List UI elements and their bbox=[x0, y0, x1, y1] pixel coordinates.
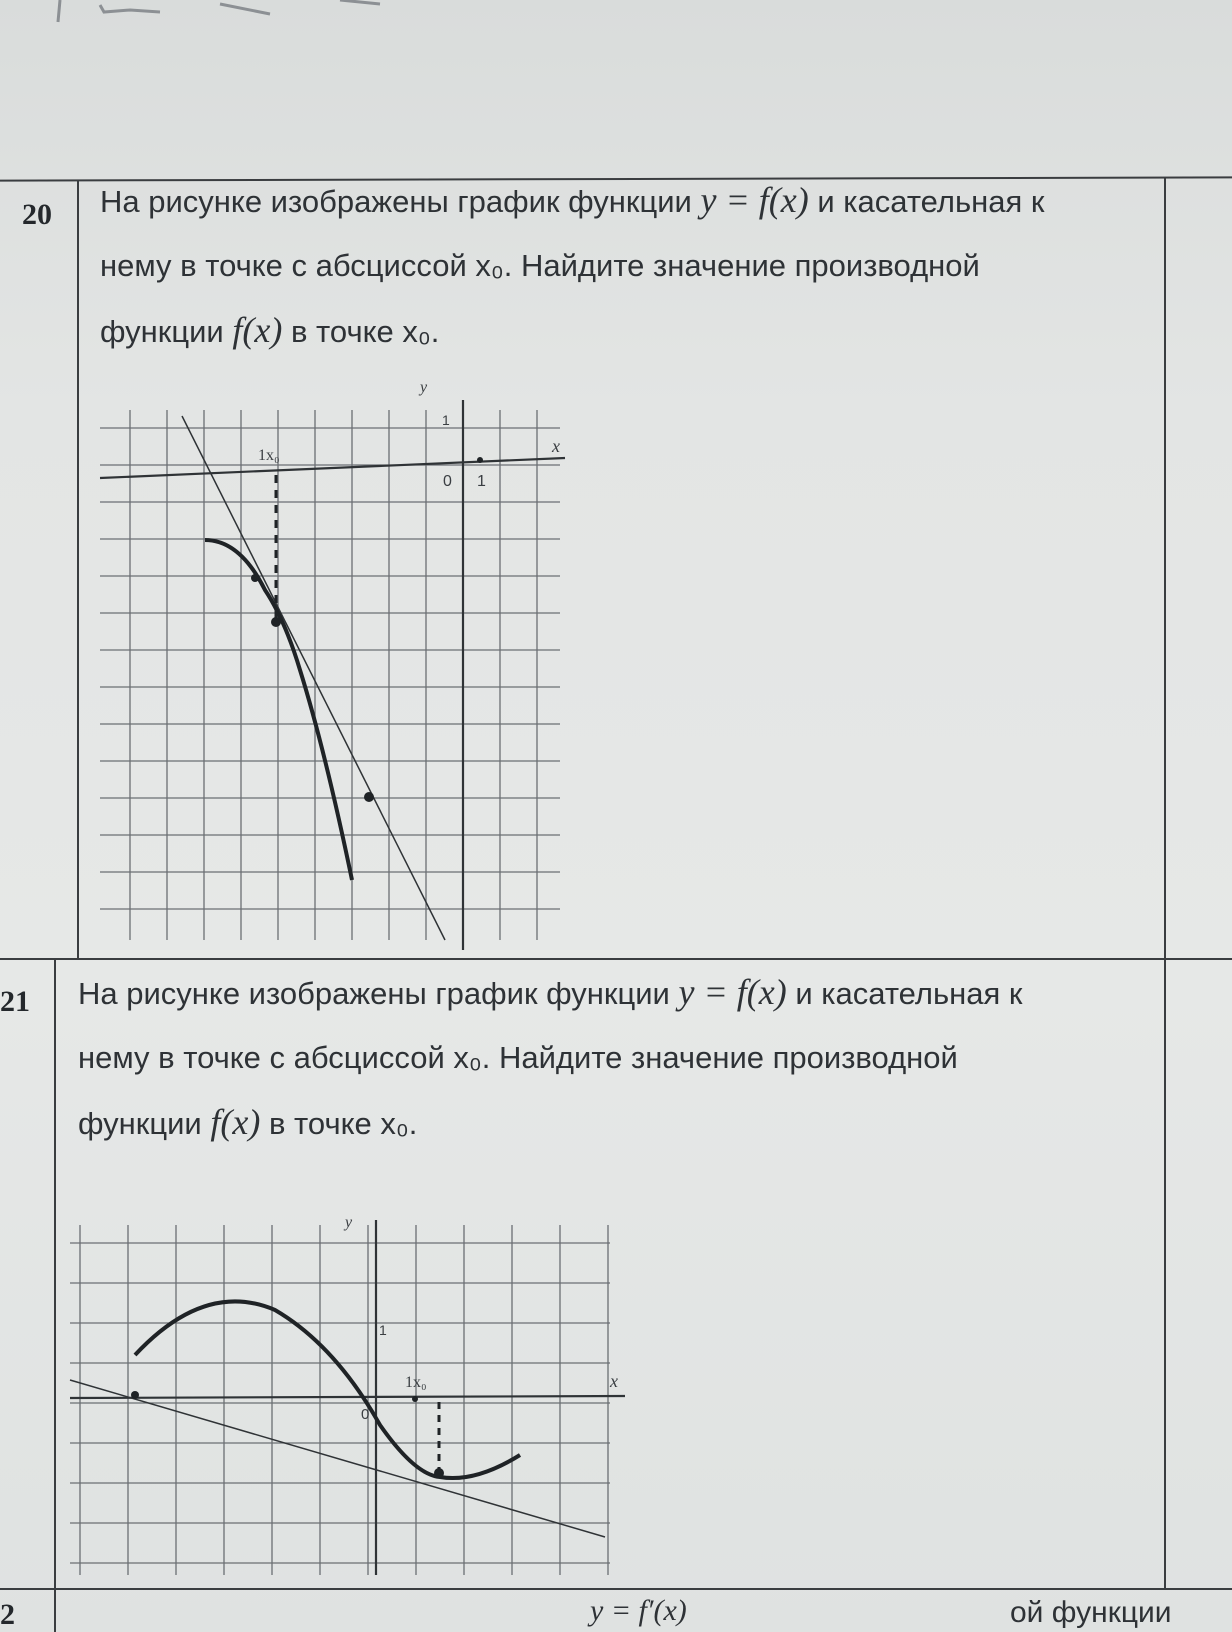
tangent-line bbox=[182, 416, 445, 940]
grid bbox=[70, 1225, 610, 1575]
x-axis bbox=[100, 458, 565, 478]
task-number: 20 bbox=[22, 198, 52, 231]
curve-point bbox=[251, 574, 259, 582]
y-axis-label: y bbox=[420, 380, 428, 396]
tangent-point bbox=[434, 1468, 444, 1478]
statement-line-3: функции f(x) в точке x₀. bbox=[100, 310, 440, 350]
top-pencil-marks bbox=[40, 0, 400, 30]
origin-label: 0 bbox=[443, 473, 452, 490]
statement-line-1: На рисунке изображены график функции y = f(x) и касательная к bbox=[78, 972, 1023, 1012]
tangent-point bbox=[271, 617, 281, 627]
right-column-border bbox=[1164, 178, 1166, 1588]
grid bbox=[100, 410, 560, 940]
statement-line-3: функции f(x) в точке x₀. bbox=[78, 1102, 418, 1142]
formula-y-equals-fx: y = f(x) bbox=[700, 180, 809, 220]
statement-line-2: нему в точке с абсциссой x₀. Найдите значение производной bbox=[78, 1040, 958, 1075]
x0-label: 1x₀ bbox=[405, 1374, 427, 1391]
unit-point bbox=[477, 457, 483, 463]
tangent-line-point bbox=[364, 792, 374, 802]
function-curve bbox=[135, 1301, 520, 1478]
y-unit-label: 1 bbox=[442, 412, 450, 428]
task-number: 21 bbox=[0, 985, 30, 1018]
y-unit-label: 1 bbox=[379, 1322, 387, 1338]
formula-y-equals-fx: y = f(x) bbox=[678, 972, 787, 1012]
statement-line-2: нему в точке с абсциссой x₀. Найдите значение производной bbox=[100, 248, 980, 283]
tangent-line-point bbox=[131, 1391, 139, 1399]
task-statement bbox=[100, 168, 1044, 364]
x-unit-label: 1 bbox=[477, 473, 486, 490]
x0-label: 1x₀ bbox=[258, 447, 280, 464]
formula-fx: f(x) bbox=[210, 1102, 261, 1142]
next-task-number: 2 bbox=[0, 1598, 15, 1631]
formula-fx: f(x) bbox=[232, 310, 283, 350]
y-axis-label: y bbox=[345, 1215, 353, 1231]
task-graph bbox=[65, 1215, 625, 1575]
origin-label: 0 bbox=[361, 1406, 370, 1423]
number-column-border-2 bbox=[54, 958, 56, 1632]
x-axis-label: x bbox=[610, 1371, 618, 1391]
x-axis bbox=[70, 1396, 625, 1398]
statement-line-1: На рисунке изображены график функции y = f(x) и касательная к bbox=[100, 180, 1045, 220]
x-axis-label: x bbox=[552, 436, 560, 456]
unit-point bbox=[412, 1396, 418, 1402]
number-column-border bbox=[77, 180, 79, 958]
next-task-partial-text: ой функции bbox=[1010, 1596, 1172, 1629]
task-statement bbox=[78, 960, 1022, 1156]
table-row-divider-2 bbox=[0, 1588, 1232, 1590]
task-graph bbox=[90, 380, 580, 950]
next-task-formula: y = f′(x) bbox=[590, 1594, 687, 1627]
